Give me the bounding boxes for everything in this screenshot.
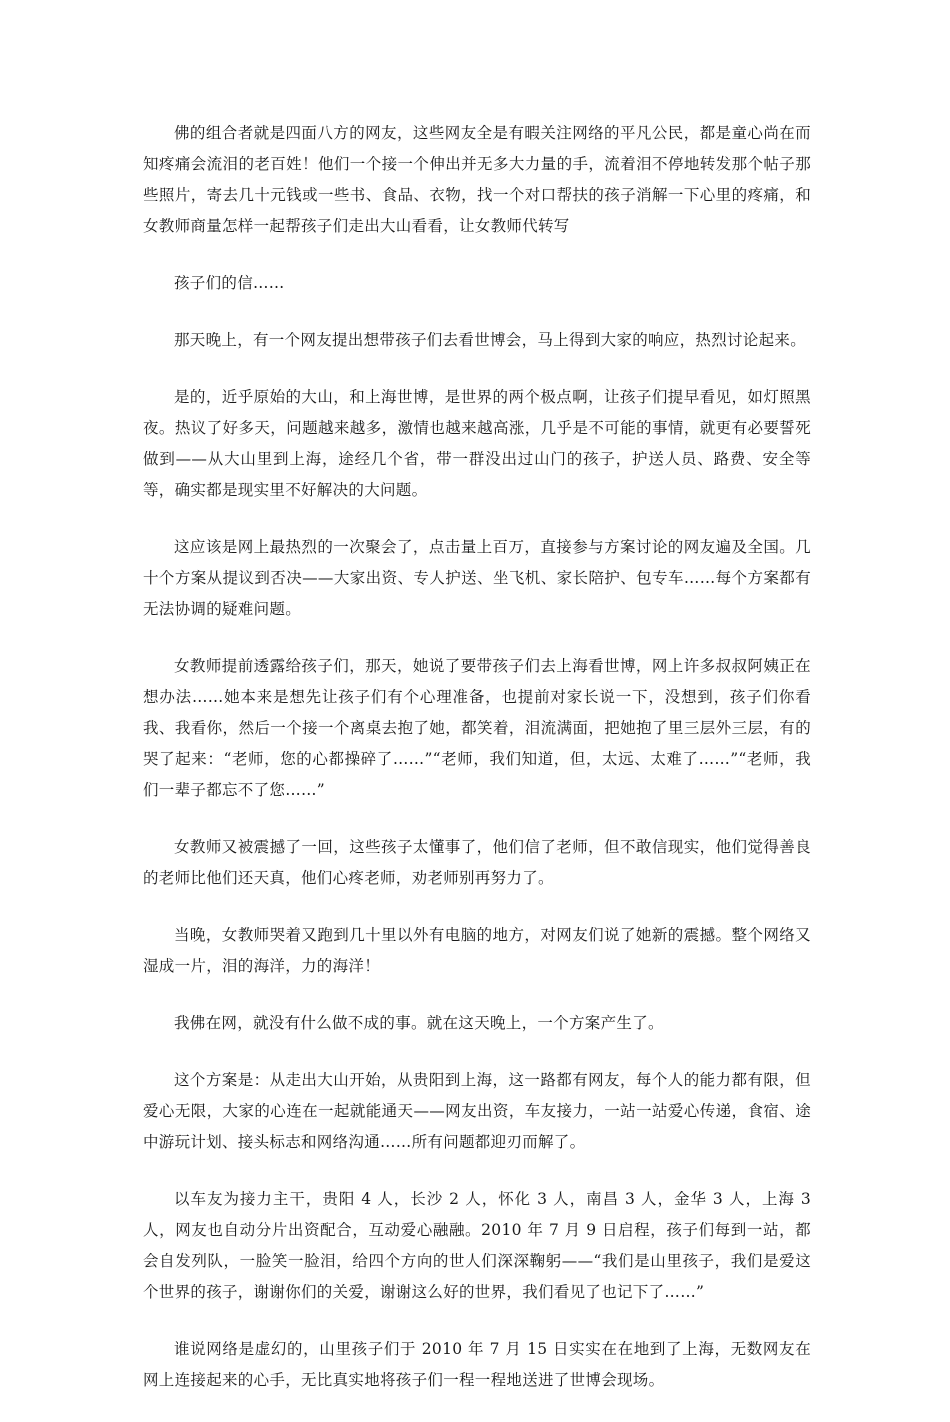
paragraph-10: 这个方案是：从走出大山开始，从贵阳到上海，这一路都有网友，每个人的能力都有限，但爱心无限，大家的心连在一起就能通天——网友出资，车友接力，一站一站爱心传递，食宿、途中游玩计划、接头标志和网络沟通……所有问题都迎刃而解了。 xyxy=(143,1071,811,1151)
paragraph-12: 谁说网络是虚幻的，山里孩子们于 2010 年 7 月 15 日实实在在地到了上海，无数网友在网上连接起来的心手，无比真实地将孩子们一程一程地送进了世博会现场。 xyxy=(143,1340,811,1389)
paragraph-9: 我佛在网，就没有什么做不成的事。就在这天晚上，一个方案产生了。 xyxy=(174,1014,664,1032)
paragraph-6: 女教师提前透露给孩子们，那天，她说了要带孩子们去上海看世博，网上许多叔叔阿姨正在想办法……她本来是想先让孩子们有个心理准备，也提前对家长说一下，没想到，孩子们你看我、我看你，然后一个接一个离桌去抱了她，都笑着，泪流满面，把她抱了里三层外三层，有的哭了起来：“老师，您的心都操碎了……”“老师，我们知道，但，太远、太难了……”“老师，我们一辈子都忘不了您……” xyxy=(143,657,811,799)
paragraph-5: 这应该是网上最热烈的一次聚会了，点击量上百万，直接参与方案讨论的网友遍及全国。几十个方案从提议到否决——大家出资、专人护送、坐飞机、家长陪护、包专车……每个方案都有无法协调的疑难问题。 xyxy=(143,538,811,618)
paragraph-2: 孩子们的信…… xyxy=(174,274,285,292)
paragraph-4: 是的，近乎原始的大山，和上海世博，是世界的两个极点啊，让孩子们提早看见，如灯照黑夜。热议了好多天，问题越来越多，激情也越来越高涨，几乎是不可能的事情，就更有必要誓死做到——从大山里到上海，途经几个省，带一群没出过山门的孩子，护送人员、路费、安全等等，确实都是现实里不好解决的大问题。 xyxy=(143,388,811,499)
paragraph-11: 以车友为接力主干，贵阳 4 人，长沙 2 人，怀化 3 人，南昌 3 人，金华 3 人，上海 3 人，网友也自动分片出资配合，互动爱心融融。2010 年 7 月 9 日启程，孩子们每到一站，都会自发列队，一脸笑一脸泪，给四个方向的世人们深深鞠躬——“我们是山里孩子，我们是爱这个世界的孩子，谢谢你们的关爱，谢谢这么好的世界，我们看见了也记下了……” xyxy=(143,1190,811,1301)
paragraph-8: 当晚，女教师哭着又跑到几十里以外有电脑的地方，对网友们说了她新的震撼。整个网络又湿成一片，泪的海洋，力的海洋！ xyxy=(143,926,811,975)
paragraph-1: 佛的组合者就是四面八方的网友，这些网友全是有暇关注网络的平凡公民，都是童心尚在而知疼痛会流泪的老百姓！他们一个接一个伸出并无多大力量的手，流着泪不停地转发那个帖子那些照片，寄去几十元钱或一些书、食品、衣物，找一个对口帮扶的孩子消解一下心里的疼痛，和女教师商量怎样一起帮孩子们走出大山看看，让女教师代转写 xyxy=(143,124,811,235)
paragraph-7: 女教师又被震撼了一回，这些孩子太懂事了，他们信了老师，但不敢信现实，他们觉得善良的老师比他们还天真，他们心疼老师，劝老师别再努力了。 xyxy=(143,838,811,887)
document-body xyxy=(143,118,811,1422)
paragraph-3: 那天晚上，有一个网友提出想带孩子们去看世博会，马上得到大家的响应，热烈讨论起来。 xyxy=(174,331,807,349)
